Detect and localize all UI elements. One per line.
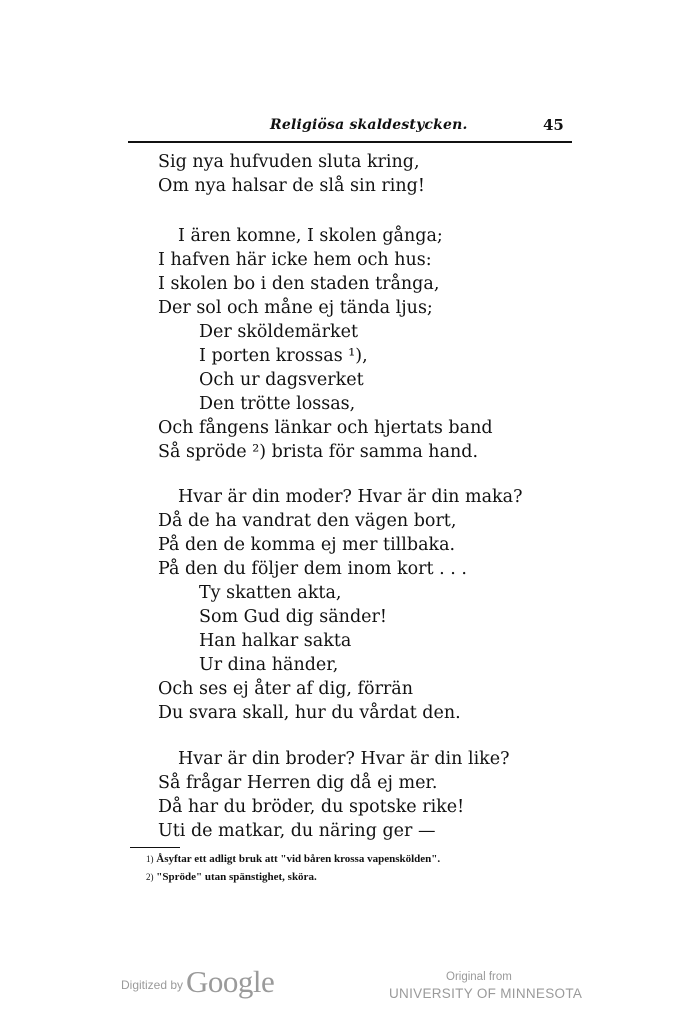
poem-line: Om nya halsar de slå sin ring! xyxy=(158,176,425,196)
poem-line: Så spröde ²) brista för samma hand. xyxy=(158,442,479,462)
digitized-by-label: Digitized by xyxy=(121,978,184,992)
poem-line: Du svara skall, hur du vårdat den. xyxy=(158,703,461,723)
poem-line: Som Gud dig sänder! xyxy=(199,607,387,627)
poem-line: I skolen bo i den staden trånga, xyxy=(158,274,440,294)
poem-line: Och ur dagsverket xyxy=(199,370,364,390)
poem-line: Så frågar Herren dig då ej mer. xyxy=(158,773,438,793)
footnote-rule xyxy=(130,847,180,848)
poem-line: På den du följer dem inom kort . . . xyxy=(158,559,467,579)
footnote-2 xyxy=(146,871,317,883)
poem-line: Der sköldemärket xyxy=(199,322,358,342)
poem-line: På den de komma ej mer tillbaka. xyxy=(158,535,456,555)
footnote-marker: 2) xyxy=(146,872,154,882)
header-rule xyxy=(128,141,572,143)
poem-line: Ur dina händer, xyxy=(199,655,339,675)
poem-line: Han halkar sakta xyxy=(199,631,352,651)
google-logo: Google xyxy=(186,964,275,999)
poem-line: Ty skatten akta, xyxy=(199,583,342,603)
poem-line: Och fångens länkar och hjertats band xyxy=(158,418,493,438)
footnote-marker: 1) xyxy=(146,854,154,864)
poem-line: Då har du bröder, du spotske rike! xyxy=(158,797,465,817)
header-title: Religiösa skaldestycken. xyxy=(270,117,468,133)
poem-line: Den trötte lossas, xyxy=(199,394,356,414)
footnote-1 xyxy=(146,853,440,865)
university-label: UNIVERSITY OF MINNESOTA xyxy=(389,986,583,1001)
poem-line: Och ses ej åter af dig, förrän xyxy=(158,679,414,699)
poem-line: I hafven här icke hem och hus: xyxy=(158,250,432,270)
poem-line: Uti de matkar, du näring ger — xyxy=(158,821,436,841)
footnote-text: Åsyftar ett adligt bruk att "vid båren krossa vapenskölden". xyxy=(156,853,441,865)
poem-line: Der sol och måne ej tända ljus; xyxy=(158,298,433,318)
footnote-text: "Spröde" utan spänstighet, sköra. xyxy=(156,871,317,883)
poem-line: Sig nya hufvuden sluta kring, xyxy=(158,152,420,172)
poem-line: Hvar är din moder? Hvar är din maka? xyxy=(178,487,523,507)
page-number: 45 xyxy=(543,116,564,134)
poem-line: I porten krossas ¹), xyxy=(199,346,368,366)
poem-line: I ären komne, I skolen gånga; xyxy=(178,226,443,246)
poem-line: Då de ha vandrat den vägen bort, xyxy=(158,511,457,531)
poem-line: Hvar är din broder? Hvar är din like? xyxy=(178,749,510,769)
original-from-label: Original from xyxy=(446,971,512,983)
